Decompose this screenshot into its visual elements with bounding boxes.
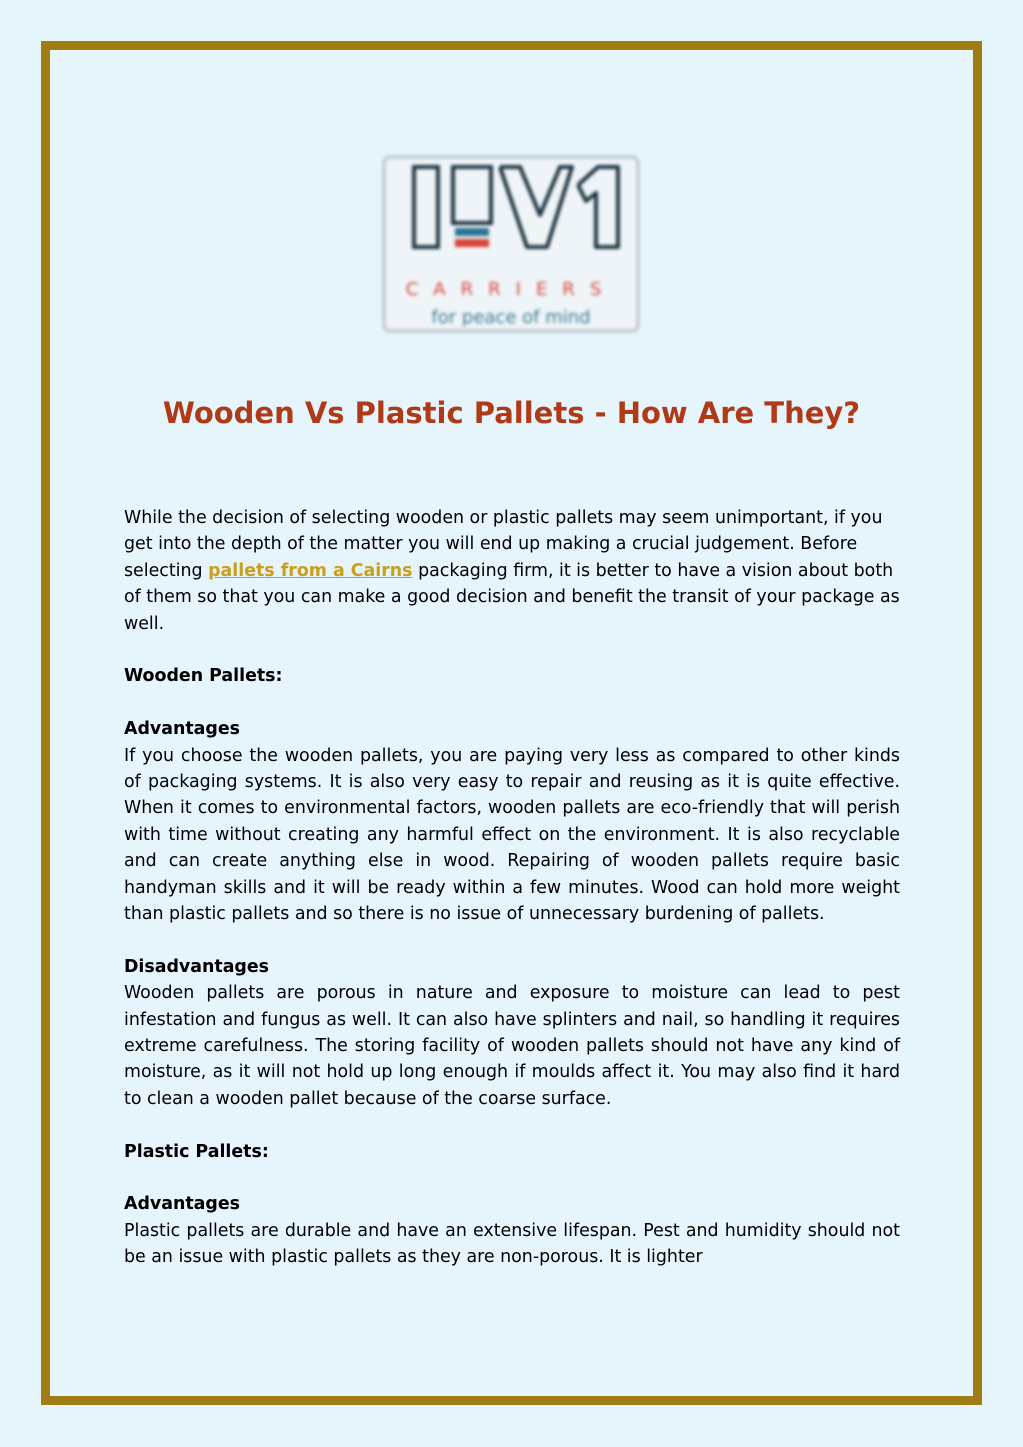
wooden-disadvantages-text: Wooden pallets are porous in nature and exposure to moisture can lead to pest infestation and fungus as well. It can also have splinters and nail, so handling it requires extreme carefulness. The storing facility of wooden pallets should not have any kind of moisture, as it will not hold up long enough if moulds affect it. You may also find it hard to clean a wooden pallet because of the coarse surface. bbox=[124, 983, 900, 1109]
intro-paragraph bbox=[124, 505, 900, 637]
intro-text-after-link: packaging firm, it is better to have a vision about both of them so that you can make a good decision and benefit the transit of your package as well. bbox=[124, 560, 900, 634]
company-logo bbox=[382, 155, 640, 333]
wooden-advantages-text: If you choose the wooden pallets, you are paying very less as compared to other kinds of packaging systems. It is also very easy to repair and reusing as it is quite effective. When it comes to environmental factors, wooden pallets are eco-friendly that will perish with time without creating any harmful effect on the environment. It is also recyclable and can create anything else in wood. Repairing of wooden pallets require basic handyman skills and it will be ready within a few minutes. Wood can hold more weight than plastic pallets and so there is no issue of unnecessary burdening of pallets. bbox=[124, 745, 900, 925]
wooden-pallets-heading: Wooden Pallets: bbox=[124, 666, 283, 687]
plastic-advantages-heading: Advantages bbox=[124, 1194, 241, 1215]
plastic-advantages-text: Plastic pallets are durable and have an extensive lifespan. Pest and humidity should not be an issue with plastic pallets as they are non-porous. It is lighter bbox=[124, 1220, 900, 1268]
article-body bbox=[124, 505, 900, 1297]
logo-tagline: for peace of mind bbox=[431, 307, 591, 328]
wooden-advantages-heading: Advantages bbox=[124, 719, 241, 740]
page-title: Wooden Vs Plastic Pallets - How Are They? bbox=[162, 396, 861, 430]
logo-brand-text: CARRIERS bbox=[405, 279, 617, 300]
pallets-cairns-link[interactable]: pallets from a Cairns bbox=[208, 560, 413, 581]
wooden-disadvantages-heading: Disadvantages bbox=[124, 956, 270, 977]
intro-text-before-link: While the decision of selecting wooden or plastic pallets may seem unimportant, if you get into the depth of the matter you will end up making a crucial judgement. Before selecting bbox=[124, 508, 883, 581]
plastic-pallets-heading: Plastic Pallets: bbox=[124, 1141, 269, 1162]
